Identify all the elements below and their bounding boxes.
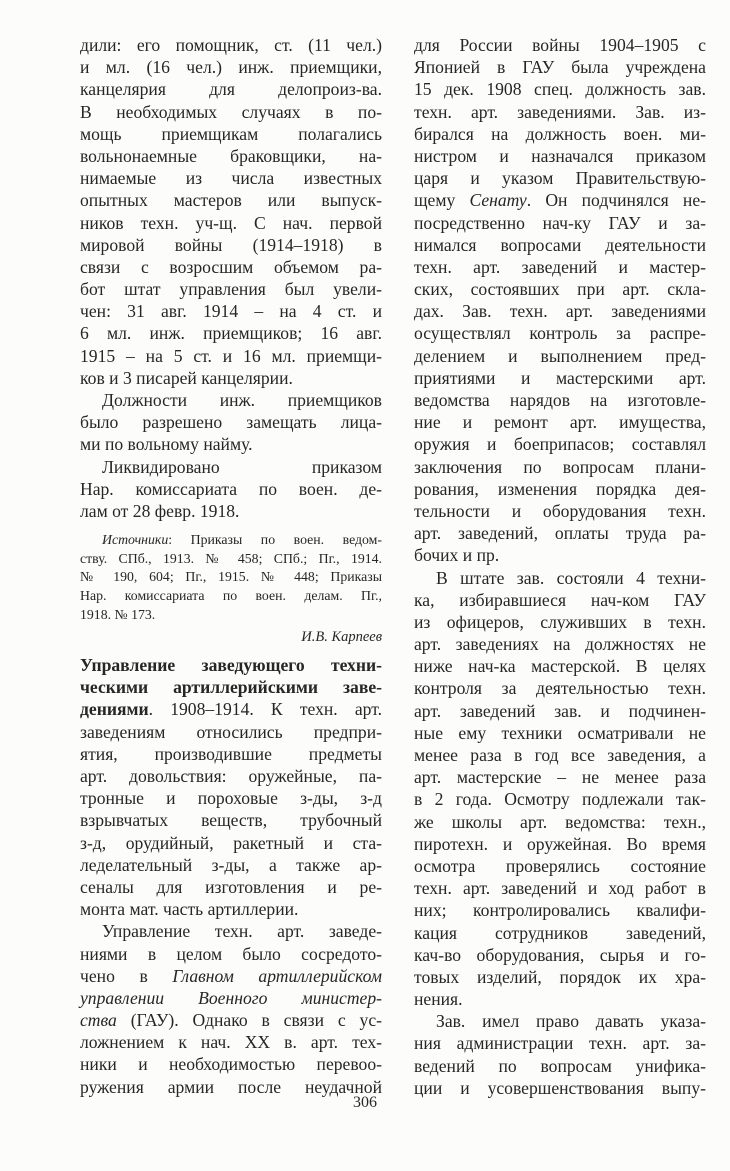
text-line: было разрешено замещать лица- <box>80 412 382 433</box>
paragraph <box>80 389 382 456</box>
text-line: приятиями и мастерскими арт. <box>414 367 706 388</box>
italic-term: Сенату <box>469 190 527 211</box>
text-line: техн. арт. заведений и мастер- <box>414 256 706 277</box>
text-line <box>414 189 706 211</box>
text-line: ведений по вопросам унифика- <box>414 1055 706 1076</box>
text-line: бот штат управления был увели- <box>80 279 382 300</box>
text-line: мощь приемщикам полагались <box>80 123 382 144</box>
paragraph <box>80 456 382 523</box>
text-line: связи с возросшим объемом ра- <box>80 256 382 277</box>
text-line: № 190, 604; Пг., 1915. № 448; Приказы <box>80 569 382 585</box>
text-line: Нар. комиссариата по воен. де- <box>80 478 382 499</box>
italic-term: ства <box>80 1010 117 1031</box>
text-line: заключения по вопросам плани- <box>414 456 706 477</box>
text-line: них; контролировались квалифи- <box>414 900 706 921</box>
text-line: заведениям относились предпри- <box>80 721 382 742</box>
text-line: кач-во оборудования, сырья и го- <box>414 944 706 965</box>
text-line: 15 дек. 1908 спец. должность зав. <box>414 79 706 100</box>
text-line: сеналы для изготовления и ре- <box>80 876 382 897</box>
text-line: нистром и назначался приказом <box>414 145 706 166</box>
text-line: тельности и оборудования техн. <box>414 500 706 521</box>
text-line: пиротехн. и оружейная. Во время <box>414 833 706 854</box>
italic-term: управлении Военного министер- <box>80 987 382 1008</box>
text-line: арт. заведений, оплаты труда ра- <box>414 523 706 544</box>
text-line: же школы арт. ведомства: техн., <box>414 811 706 832</box>
text-line: взрывчатых веществ, трубочный <box>80 810 382 831</box>
text-line: ниями в целом было сосредото- <box>80 943 382 964</box>
text-line: Нар. комиссариата по воен. делам. Пг., <box>80 587 382 603</box>
text-line: ских, состоявших при арт. скла- <box>414 279 706 300</box>
text-line: 1915 – на 5 ст. и 16 мл. приемщи- <box>80 345 382 366</box>
text-line: Должности инж. приемщиков <box>102 390 382 410</box>
text-segment: чено в <box>80 965 173 986</box>
text-line: ния администрации техн. арт. за- <box>414 1033 706 1054</box>
text-line: рования, изменения порядка дея- <box>414 478 706 499</box>
text-line: ники и необходимостью перевоо- <box>80 1054 382 1075</box>
paragraph <box>414 1010 706 1099</box>
text-line: леделательный з-ды, а также ар- <box>80 854 382 875</box>
text-line: мировой войны (1914–1918) в <box>80 234 382 255</box>
text-line <box>80 531 382 550</box>
text-line: бочих и пр. <box>414 545 500 566</box>
text-line: арт. заведений зав. и подчинен- <box>414 700 706 721</box>
text-line: ка, избиравшиеся нач-ком ГАУ <box>414 589 706 610</box>
text-line: арт. мастерские – не менее раза <box>414 767 706 788</box>
text-line: для России войны 1904–1905 с <box>414 35 706 55</box>
text-line: Управление техн. арт. заведе- <box>102 921 382 942</box>
page-number: 306 <box>353 1094 377 1111</box>
text-line: чен: 31 авг. 1914 – на 4 ст. и <box>80 301 382 322</box>
text-line: оружия и боеприпасов; составлял <box>414 434 706 455</box>
text-line: ятия, производившие предметы <box>80 743 382 764</box>
text-line: бирался на должность воен. ми- <box>414 123 706 144</box>
text-line: 1918. № 173. <box>80 606 156 622</box>
text-line: ные ему техники осматривали не <box>414 722 706 743</box>
text-line: менее раза в год все заведения, а <box>414 745 706 765</box>
text-segment: : Приказы по воен. ведом- <box>168 532 382 548</box>
text-line: ниже нач-ка мастерской. В целях <box>414 656 706 677</box>
bold-term: ческими артиллерийскими заве- <box>80 677 382 698</box>
text-line: в 2 года. Осмотру подлежали так- <box>414 789 706 810</box>
paragraph <box>414 34 706 567</box>
text-line: дили: его помощник, ст. (11 чел.) <box>80 35 382 55</box>
article-heading-paragraph <box>80 654 382 920</box>
text-line: ству. СПб., 1913. № 458; СПб.; Пг., 1914. <box>80 550 382 566</box>
text-line: монта мат. часть артиллерии. <box>80 899 299 920</box>
bold-term: дениями <box>80 699 149 720</box>
text-line <box>80 698 382 720</box>
text-line: ми по вольному найму. <box>80 434 253 455</box>
text-line: нения. <box>414 989 463 1010</box>
italic-term: Главном артиллерийском <box>172 965 382 986</box>
text-segment: (ГАУ). Однако в связи с ус- <box>116 1010 382 1031</box>
text-line: техн. арт. заведений и ход работ в <box>414 878 706 899</box>
paragraph <box>414 567 706 1011</box>
text-line <box>80 654 382 676</box>
text-line: товых изделий, порядок их хра- <box>414 966 706 987</box>
text-line: В необходимых случаях в по- <box>80 101 382 122</box>
text-line: из офицеров, служивших в техн. <box>414 611 706 632</box>
text-line: нимался вопросами деятельности <box>414 234 706 255</box>
text-line: дах. Зав. техн. арт. заведениями <box>414 301 706 322</box>
text-line <box>80 965 382 987</box>
text-line: посредственно нач-ку ГАУ и за- <box>414 212 706 233</box>
text-line: Ликвидировано приказом <box>102 456 382 477</box>
text-line: арт. заведениях на должностях не <box>414 634 706 655</box>
text-line: техн. арт. заведениями. Зав. из- <box>414 101 706 122</box>
text-line: В штате зав. состояли 4 техни- <box>436 567 706 588</box>
text-line: з-д, орудийный, ракетный и ста- <box>80 832 382 853</box>
italic-term: Источники <box>102 532 169 548</box>
text-line: лам от 28 февр. 1918. <box>80 500 240 521</box>
article-author: И.В. Карпеев <box>301 629 382 646</box>
text-line: Японией в ГАУ была учреждена <box>414 57 706 78</box>
text-line: делением и выполнением пред- <box>414 345 706 366</box>
text-line: ции и усовершенствования выпу- <box>414 1077 706 1098</box>
text-segment: . Он подчинялся не- <box>526 190 706 211</box>
paragraph <box>80 34 382 389</box>
text-line: вольнонаемные браковщики, на- <box>80 145 382 166</box>
left-column <box>80 34 382 1098</box>
text-line <box>80 1009 382 1031</box>
text-line: ведомства нарядов на изготовле- <box>414 390 706 410</box>
text-line: осмотра проверялись состояние <box>414 855 706 876</box>
text-line: ников техн. уч-щ. С нач. первой <box>80 212 382 233</box>
text-segment: щему <box>414 190 470 211</box>
text-line: ложнением к нач. XX в. арт. тех- <box>80 1032 382 1053</box>
sources-note <box>80 531 382 624</box>
text-line: осуществлял контроль за распре- <box>414 323 706 344</box>
text-line: кация сотрудников заведений, <box>414 922 706 943</box>
text-line: опытных мастеров или выпуск- <box>80 190 382 211</box>
text-line: тронные и пороховые з-ды, з-д <box>80 788 382 809</box>
text-line: 6 мл. инж. приемщиков; 16 авг. <box>80 323 382 344</box>
text-line: царя и указом Правительствую- <box>414 168 706 189</box>
text-line: ков и 3 писарей канцелярии. <box>80 367 293 388</box>
text-line: контроля за деятельностью техн. <box>414 678 706 699</box>
text-line: и мл. (16 чел.) инж. приемщики, <box>80 57 382 78</box>
text-line <box>80 987 382 1009</box>
text-line: нимаемые из числа известных <box>80 168 382 189</box>
bold-term: Управление заведующего техни- <box>80 655 382 676</box>
text-line: ружения армии после неудачной <box>80 1076 382 1097</box>
text-line: арт. довольствия: оружейные, па- <box>80 766 382 787</box>
text-line: Зав. имел право давать указа- <box>436 1011 706 1032</box>
text-segment: . 1908–1914. К техн. арт. <box>148 699 382 720</box>
right-column <box>414 34 706 1099</box>
paragraph <box>80 920 382 1098</box>
text-line: канцелярия для делопроиз-ва. <box>80 79 382 100</box>
text-line: ние и ремонт арт. имущества, <box>414 412 706 433</box>
text-line <box>80 676 382 698</box>
